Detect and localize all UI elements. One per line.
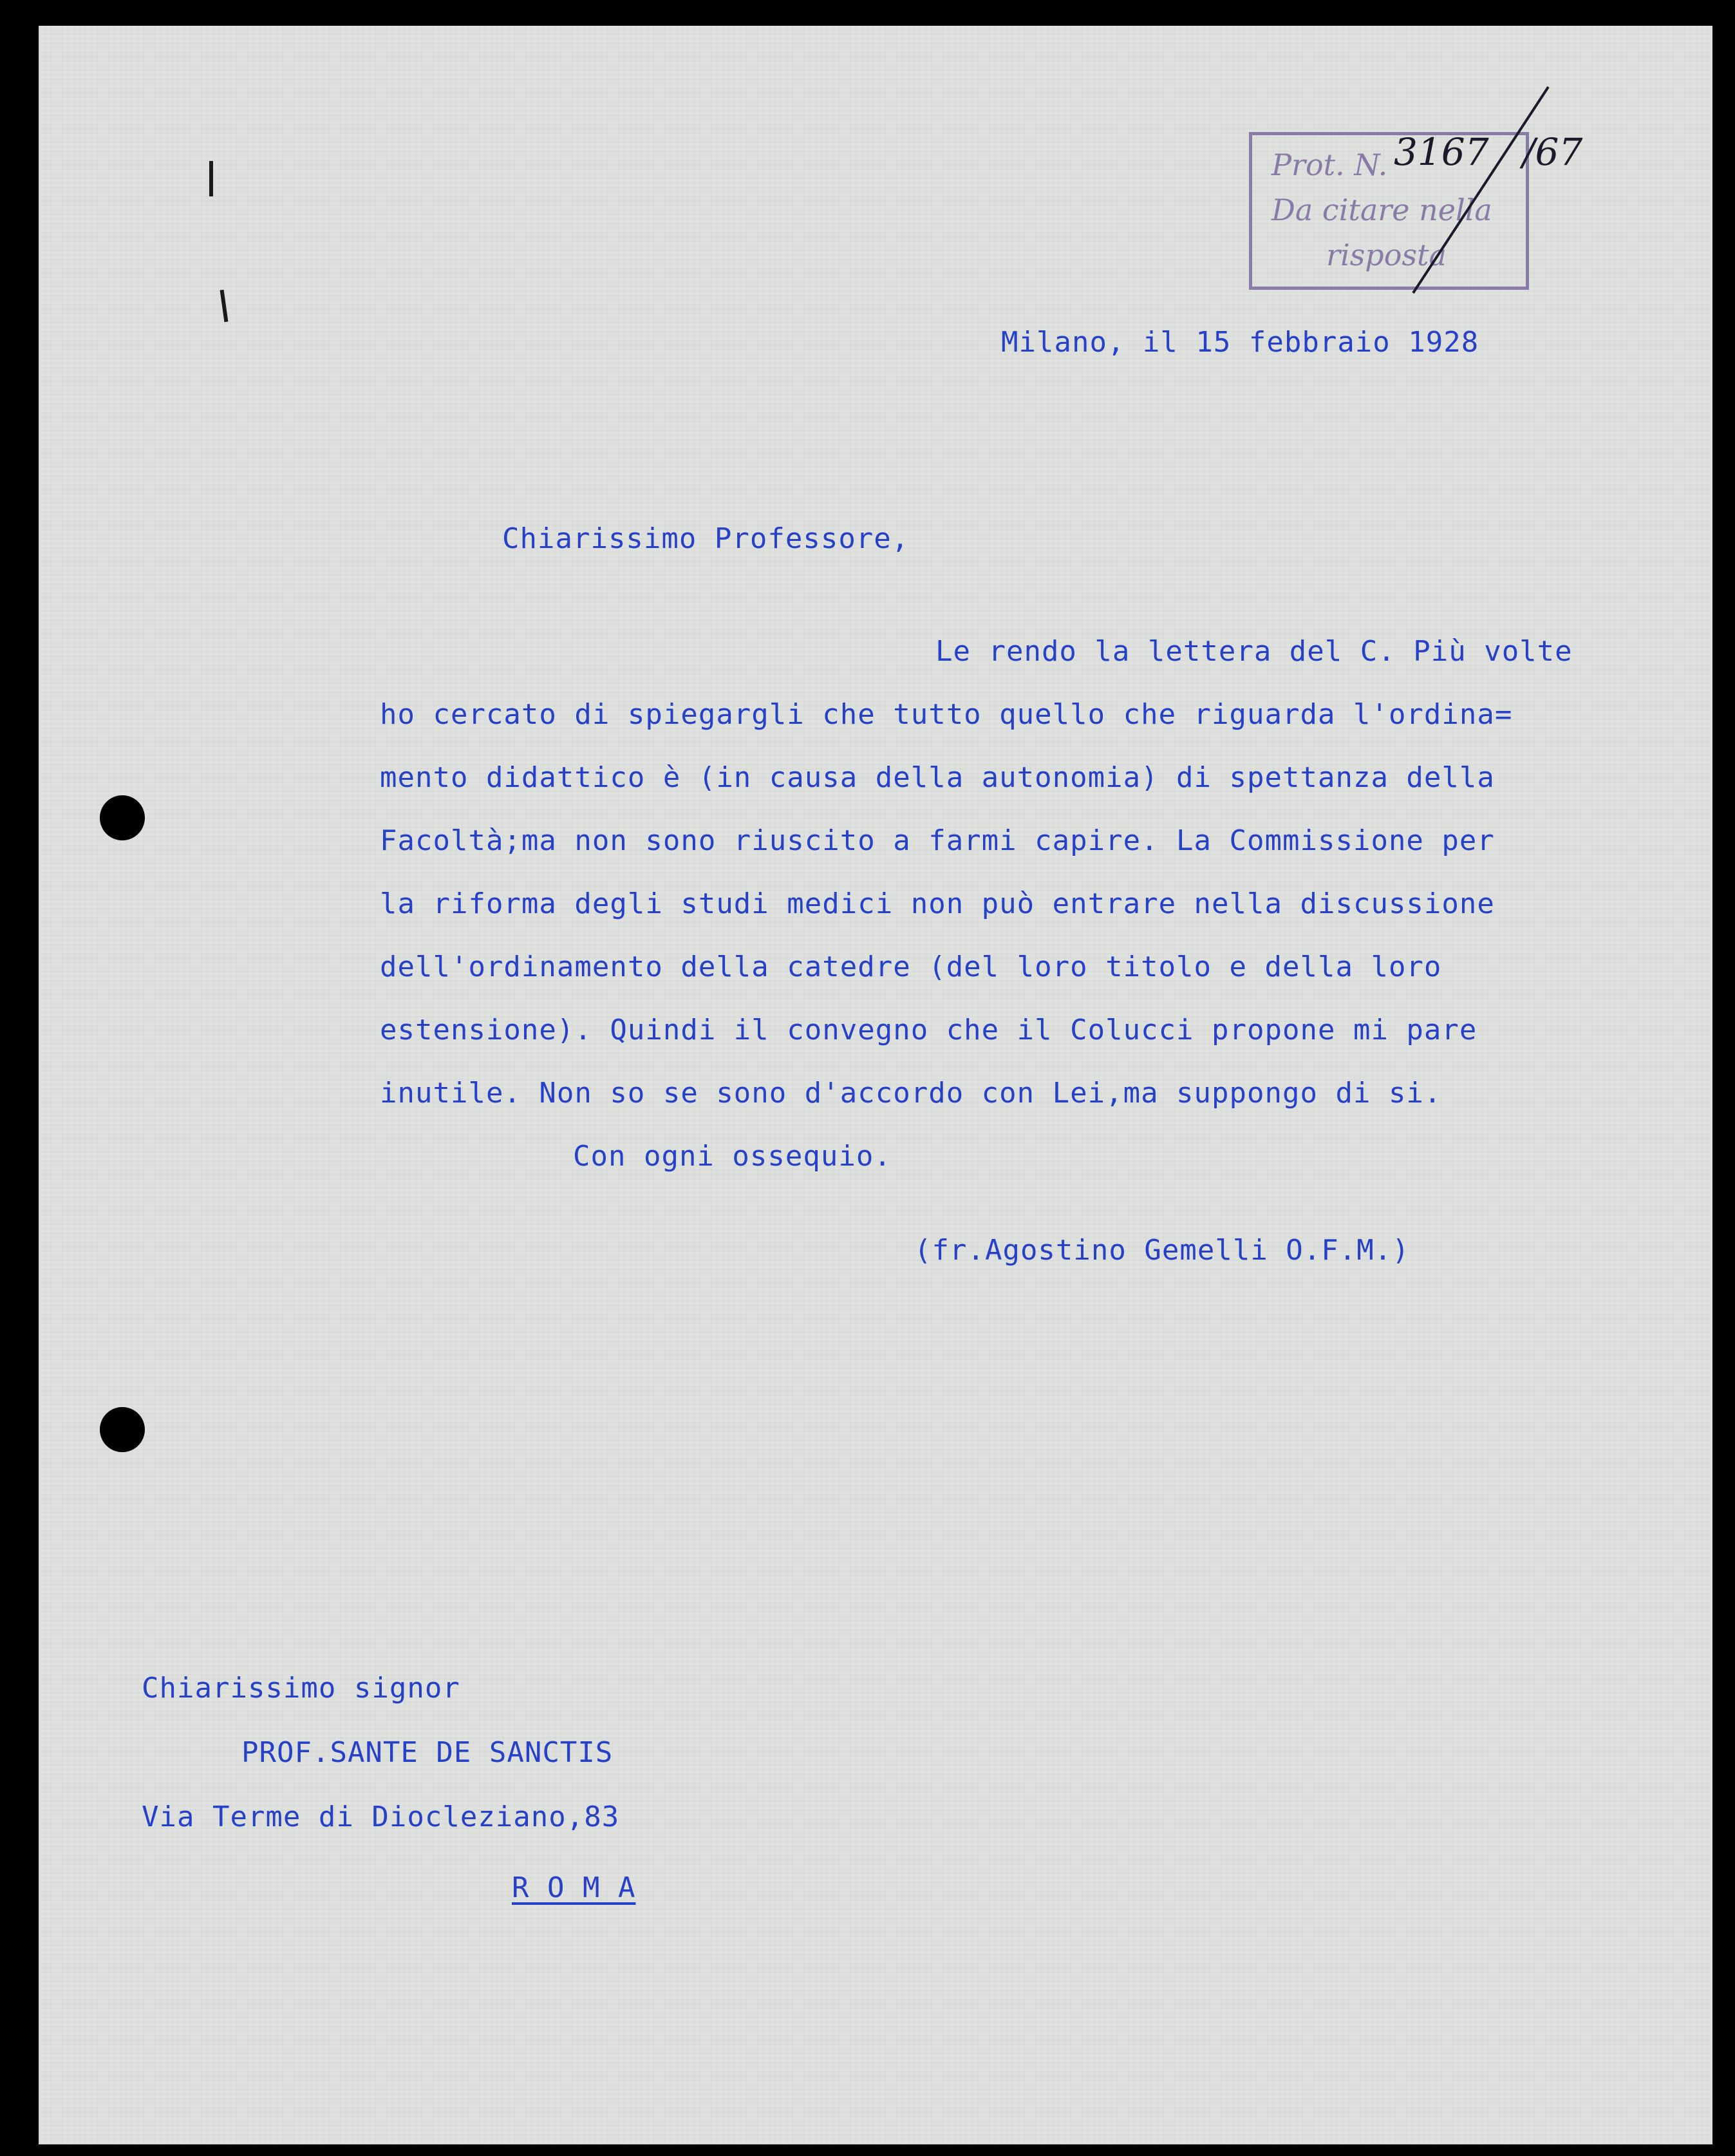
address-street: Via Terme di Diocleziano,83 — [142, 1801, 620, 1833]
body-line: dell'ordinamento della catedre (del loro titolo e della loro — [380, 950, 1442, 983]
stamp-reply-line: risposta — [1326, 238, 1447, 272]
stamp-handwritten-number: 3167 — [1394, 130, 1489, 174]
body-line: ho cercato di spiegargli che tutto quello che riguarda l'ordina= — [380, 698, 1513, 731]
letter-salutation: Chiarissimo Professore, — [502, 522, 910, 555]
body-line: Facoltà;ma non sono riuscito a farmi capire. La Commissione per — [380, 824, 1495, 857]
body-line: inutile. Non so se sono d'accordo con Lei,ma suppongo di si. — [380, 1077, 1442, 1110]
body-line: Le rendo la lettera del C. Più volte — [935, 635, 1573, 668]
letter-date: Milano, il 15 febbraio 1928 — [1001, 326, 1479, 359]
letter-sheet — [39, 26, 1712, 2144]
body-line: mento didattico è (in causa della autonomia) di spettanza della — [380, 761, 1495, 794]
letter-signature: (fr.Agostino Gemelli O.F.M.) — [914, 1234, 1410, 1267]
body-line: estensione). Quindi il convegno che il Colucci propone mi pare — [380, 1014, 1477, 1046]
stamp-handwritten-suffix: /67 — [1523, 130, 1583, 174]
address-recipient: PROF.SANTE DE SANCTIS — [241, 1736, 614, 1769]
stamp-protocol-label: Prot. N. — [1271, 147, 1388, 182]
body-line: la riforma degli studi medici non può entrare nella discussione — [380, 887, 1495, 920]
address-city: R O M A — [512, 1871, 636, 1904]
letter-closing: Con ogni ossequio. — [573, 1140, 892, 1173]
address-greeting: Chiarissimo signor — [142, 1672, 460, 1705]
stamp-cite-line: Da citare nella — [1271, 193, 1492, 227]
